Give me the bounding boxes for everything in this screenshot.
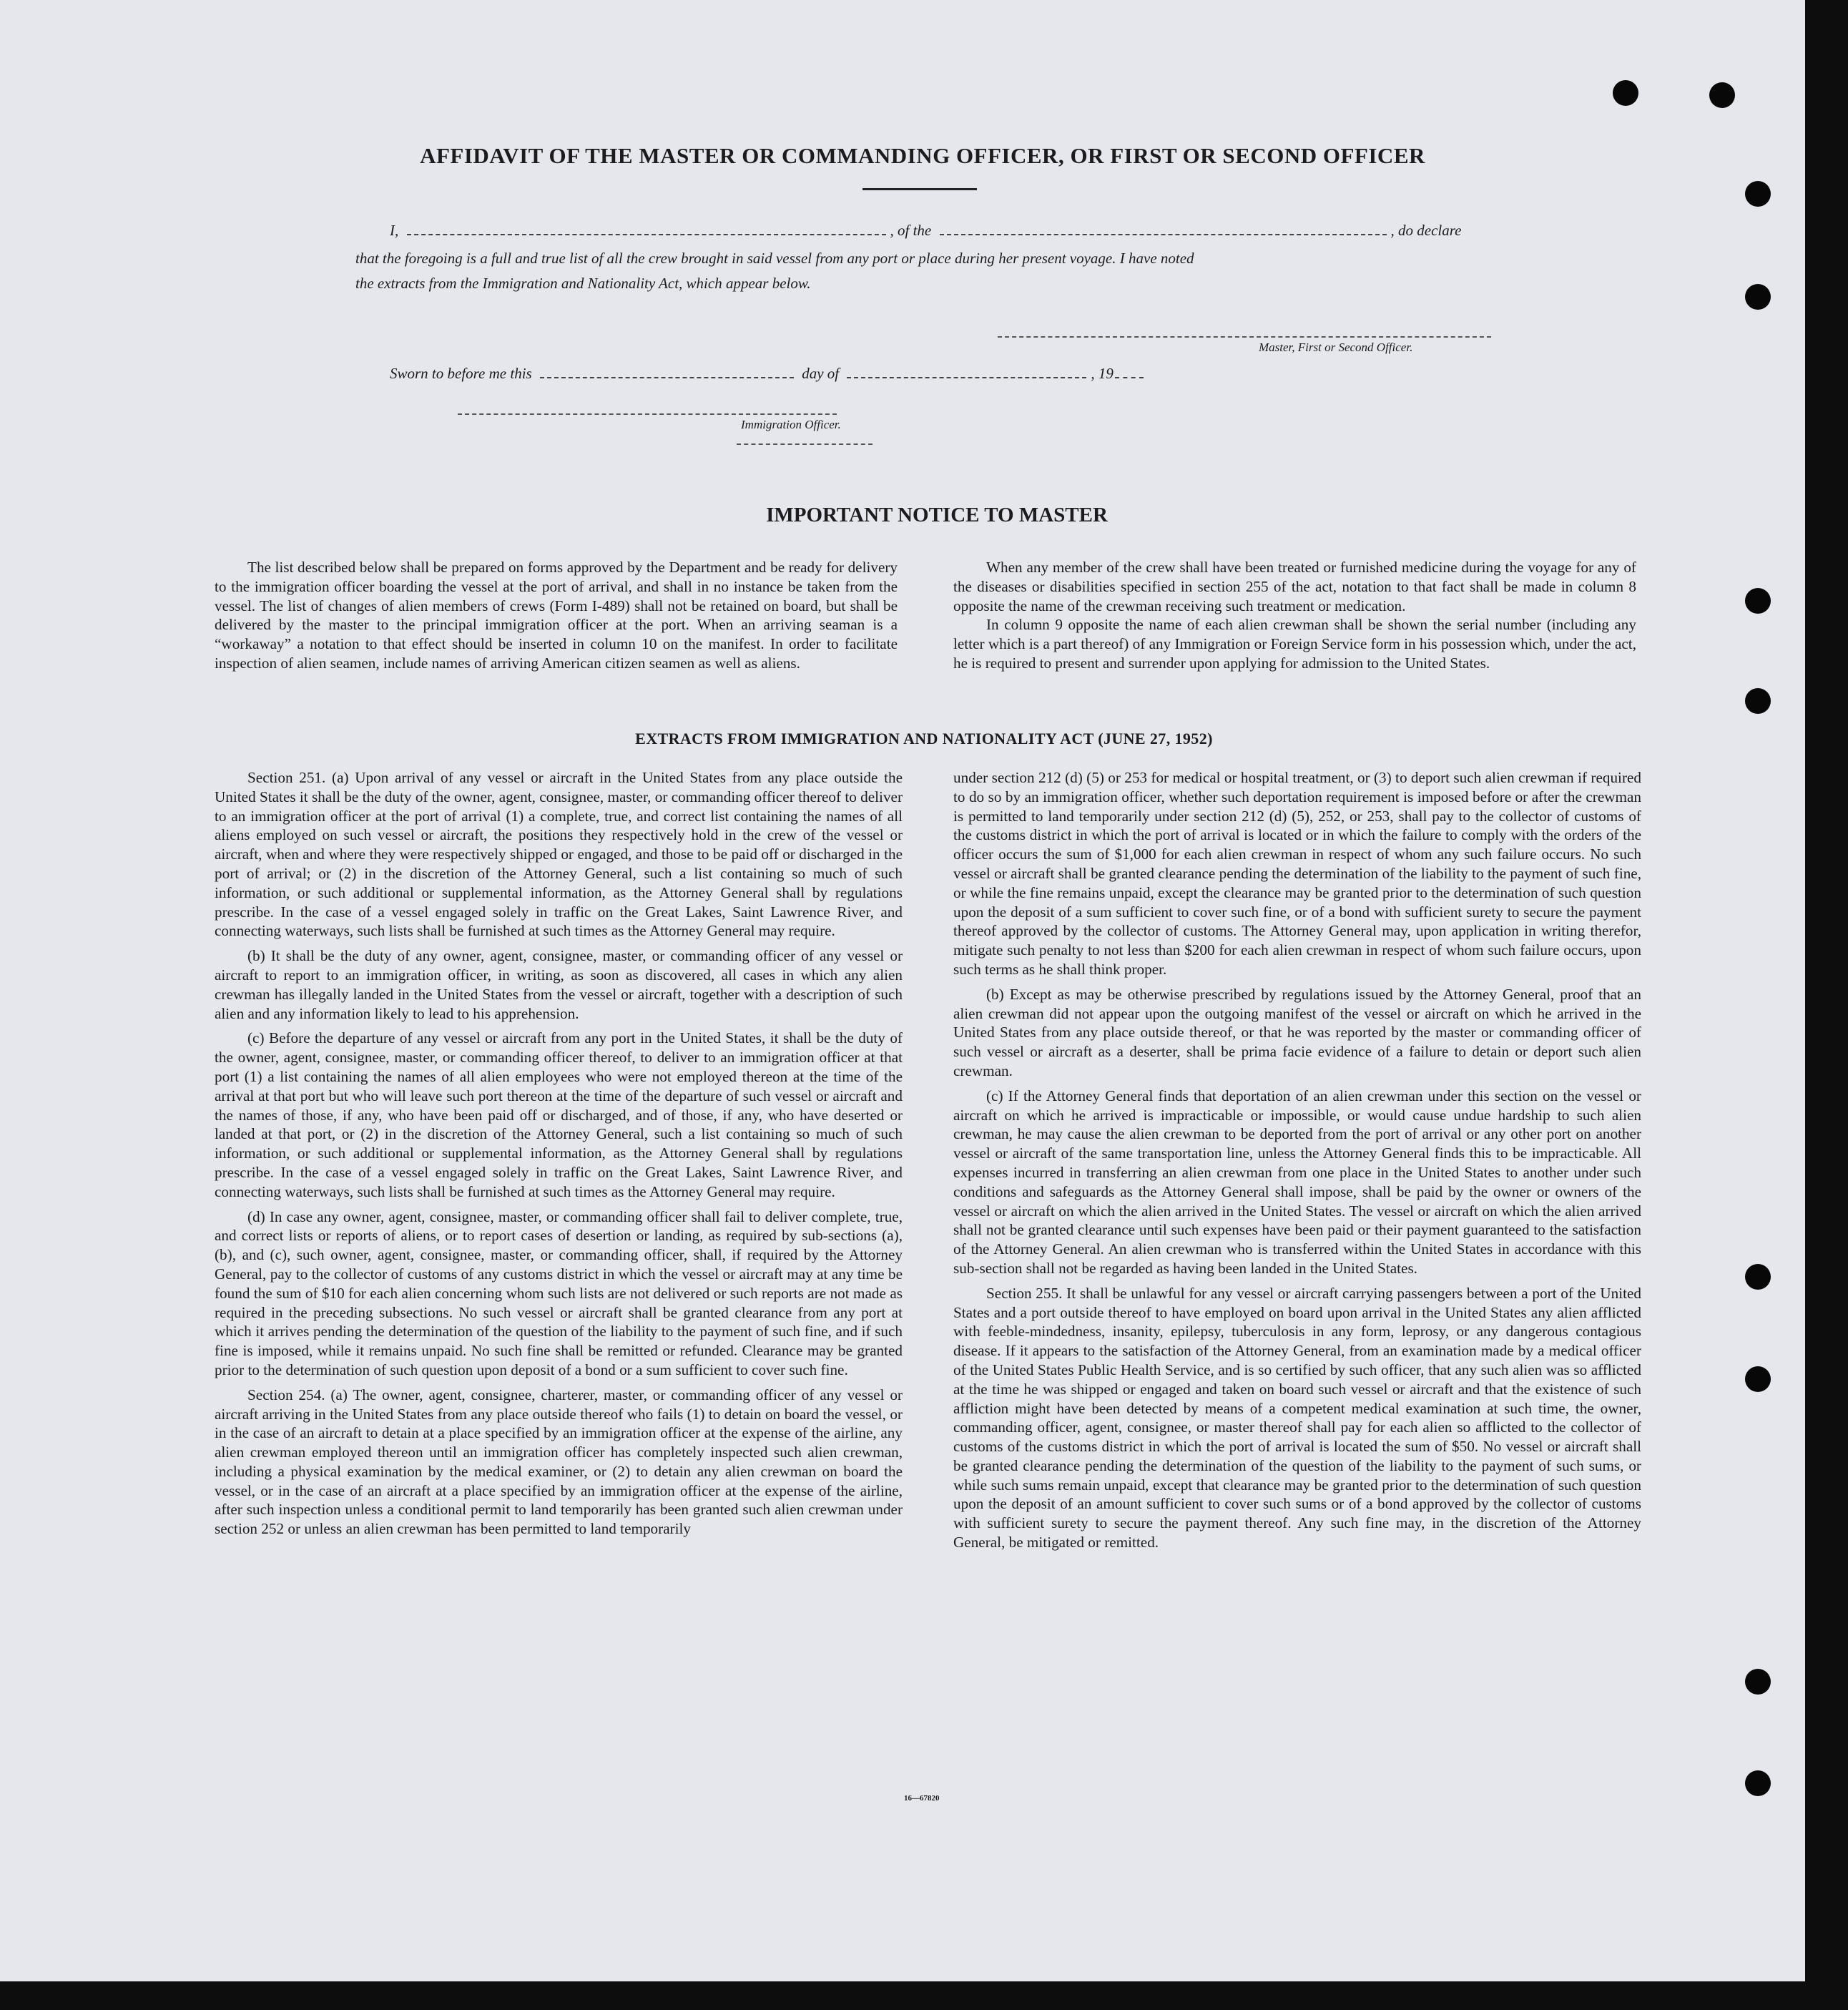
scan-border-right [1805,0,1848,2010]
notice-paragraph: The list described below shall be prepared on forms approved by the Department and be ready for delivery to the immigration officer boarding the vessel at the port of arrival, and shall in no instance be taken from the vessel. The list of changes of alien members of crews (Form I-489) shall not be retained on board, but shall be delivered by the master to the principal immigration officer at the port. When an arriving seaman is a “workaway” a notation to that effect should be inserted in column 10 on the manifest. In order to facilitate inspection of alien seamen, include names of arriving American citizen seamen as well as aliens. [215,559,898,672]
punch-hole-icon [1745,1264,1771,1290]
notice-title: IMPORTANT NOTICE TO MASTER [766,504,1108,526]
master-signature-field[interactable] [998,336,1491,338]
punch-hole-icon [1745,1366,1771,1392]
sworn-label: Sworn to before me this [390,365,532,382]
notice-paragraph: When any member of the crew shall have been treated or furnished medicine during the voyage for any of the diseases or disabilities specified in section 255 of the act, notation to that fact shall be made in column 8 opposite the name of the crewman receiving such treatment or medication. [953,559,1636,614]
punch-hole-icon [1613,80,1638,106]
sworn-year-field[interactable] [1115,377,1144,378]
title-divider [862,188,977,190]
notice-left-column [215,558,898,673]
statute-paragraph: (c) Before the departure of any vessel or aircraft from any port in the United States, it shall be the duty of the owner, agent, consignee, master, or commanding officer thereof, to deliver to an immigration officer at that port (1) a list containing the names of all alien employees who were not employed thereon at the time of the arrival at that port but who will leave such port thereon at the time of the departure of such vessel or aircraft and the names of those, if any, who have been paid off or discharged, and of those, if any, who have deserted or landed at that port, or (2) in the discretion of the Attorney General, such a list containing so much of such information, or such additional or supplemental information, as the Attorney General shall by regulations prescribe. In the case of a vessel engaged solely in traffic on the Great Lakes, Saint Lawrence River, and connecting waterways, such lists shall be furnished at such times as the Attorney General may require. [215,1029,903,1200]
officer-signature-caption: Immigration Officer. [741,418,841,431]
extracts-left-column [215,768,903,1544]
declarant-prefix: I, [390,222,399,239]
punch-hole-icon [1745,688,1771,714]
affidavit-statement-line: that the foregoing is a full and true list of all the crew brought in said vessel from any port or place during her present voyage. I have noted [355,250,1194,267]
statute-paragraph: (c) If the Attorney General finds that deportation of an alien crewman under this section on the vessel or aircraft on which he arrived is impracticable or impossible, or would cause undue hardship to such alien crewman, he may cause the alien crewman to be deported from the port of arrival or any other port on another vessel or aircraft of the same transportation line, unless the Attorney General finds this to be impracticable. All expenses incurred in transferring an alien crewman from one place in the United States to another under such conditions and safeguards as the Attorney General shall impose, shall be paid by the owner or owners of the vessel or aircraft on which the alien arrived in the United States. The vessel or aircraft on which the alien arrived shall not be granted clearance until such expenses have been paid or their payment guaranteed to the satisfaction of the Attorney General. An alien crewman who is transferred within the United States in accordance with this sub-section shall not be regarded as having been landed in the United States. [953,1087,1641,1277]
scan-border-bottom [0,1981,1848,2010]
affidavit-declaration-line [390,222,1461,240]
punch-hole-icon [1745,181,1771,207]
sworn-day-field[interactable] [540,377,794,378]
extracts-right-column [953,768,1641,1558]
punch-hole-icon [1745,1669,1771,1695]
extracts-title: EXTRACTS FROM IMMIGRATION AND NATIONALITY ACT (JUNE 27, 1952) [635,730,1213,747]
day-of-label: day of [802,365,840,382]
master-signature-caption: Master, First or Second Officer. [1259,340,1413,354]
vessel-name-field[interactable] [940,234,1387,235]
statute-paragraph: (b) It shall be the duty of any owner, agent, consignee, master, or commanding officer of any vessel or aircraft to report to an immigration officer, in writing, as soon as discovered, all cases in which any alien crewman has illegally landed in the United States from the vessel or aircraft, together with a description of such alien and any information likely to lead to his apprehension. [215,947,903,1022]
punch-hole-icon [1709,82,1735,108]
officer-caption-underline [737,443,873,445]
sworn-month-field[interactable] [847,377,1086,378]
punch-hole-icon [1745,1770,1771,1796]
do-declare-label: , do declare [1390,222,1462,239]
of-the-label: , of the [890,222,932,239]
declarant-name-field[interactable] [407,234,886,235]
statute-paragraph: Section 255. It shall be unlawful for any vessel or aircraft carrying passengers between a port of the United States and a port outside thereof to have employed on board upon arrival in the United States any alien afflicted with feeble-mindedness, insanity, epilepsy, tuberculosis in any form, leprosy, or any dangerous contagious disease. If it appears to the satisfaction of the Attorney General, from an examination made by a medical officer of the United States Public Health Service, and is so certified by such officer, that any such alien was so afflicted at the time he was shipped or engaged and taken on board such vessel or aircraft and that the existence of such affliction might have been detected by means of a competent medical examination at such time, the owner, commanding officer, agent, consignee, or master thereof shall pay for each alien so afflicted to the collector of customs of the customs district in which the port of arrival is located the sum of $50. No vessel or aircraft shall be granted clearance pending the determination of the question of the liability to the payment of such sums, or while such sums remain unpaid, except that clearance may be granted prior to the determination of such question upon the deposit of an amount sufficient to cover such sums or of a bond approved by the collector of customs with sufficient surety to secure the payment thereof. Any such fine may, in the discretion of the Attorney General, be mitigated or remitted. [953,1284,1641,1551]
statute-paragraph: Section 254. (a) The owner, agent, consignee, charterer, master, or commanding officer of any vessel or aircraft arriving in the United States from any place outside thereof who fails (1) to detain on board the vessel, or in the case of an aircraft to detain at a place specified by an immigration officer at the expense of the airline, any alien crewman employed thereon until an immigration officer has completely inspected such alien crewman, including a physical examination by the medical examiner, or (2) to detain any alien crewman on board the vessel, or in the case of an aircraft at a place specified by an immigration officer at the expense of the airline, after such inspection unless a conditional permit to land temporarily has been granted such alien crewman under section 252 or unless an alien crewman has been permitted to land temporarily [215,1386,903,1538]
sworn-line [390,365,1148,383]
affidavit-title: AFFIDAVIT OF THE MASTER OR COMMANDING OFFICER, OR FIRST OR SECOND OFFICER [420,143,1425,168]
form-number: 16—67820 [904,1794,940,1803]
year-label: , 19 [1091,365,1114,382]
punch-hole-icon [1745,588,1771,614]
statute-paragraph: (b) Except as may be otherwise prescribed by regulations issued by the Attorney General, proof that an alien crewman did not appear upon the outgoing manifest of the vessel or aircraft on which he arrived in the United States from any place outside thereof, or that he was reported by the master or commanding officer of such vessel or aircraft as a deserter, shall be prima facie evidence of a failure to detain or deport such alien crewman. [953,985,1641,1079]
punch-hole-icon [1745,284,1771,310]
statute-paragraph: (d) In case any owner, agent, consignee, master, or commanding officer shall fail to deliver complete, true, and correct lists or reports of aliens, or to report cases of desertion or landing, as required by sub-sections (a), (b), and (c), such owner, agent, consignee, master, or commanding officer, shall, if required by the Attorney General, pay to the collector of customs of any customs district in which the vessel or aircraft may at any time be found the sum of $10 for each alien concerning whom such lists are not delivered or such reports are not made as required in the preceding subsections. No such vessel or aircraft shall be granted clearance from any port at which it arrives pending the determination of the question of the liability to the payment of such fine, and if such fine is imposed, while it remains unpaid. No such fine shall be remitted or refunded. Clearance may be granted prior to the determination of such question upon deposit of a bond or a sum sufficient to cover such fine. [215,1207,903,1378]
statute-paragraph: under section 212 (d) (5) or 253 for medical or hospital treatment, or (3) to deport such alien crewman if required to do so by an immigration officer, whether such deportation requirement is imposed before or after the crewman is permitted to land temporarily under section 212 (d) (5), 252, or 253, shall pay to the collector of customs of the customs district in which the port of arrival is located or in which the failure to comply with the orders of the officer occurs the sum of $1,000 for each alien crewman in respect of whom any such failure occurs. No such vessel or aircraft shall be granted clearance pending the determination of the liability to the payment of such fine, or while the fine remains unpaid, except the clearance may be granted prior to the determination of such question upon the deposit of a sum sufficient to cover such fine, or of a bond with sufficient surety to secure the payment thereof approved by the collector of customs. The Attorney General may, upon application in writing therefor, mitigate such penalty to not less than $200 for each alien crewman in respect of whom such failure occurs, upon such terms as he shall think proper. [953,769,1641,978]
statute-paragraph: Section 251. (a) Upon arrival of any vessel or aircraft in the United States from any place outside the United States it shall be the duty of the owner, agent, consignee, master, or commanding officer thereof to deliver to an immigration officer at the port of arrival (1) a complete, true, and correct list containing the names of all aliens employed on such vessel or aircraft, the positions they respectively hold in the crew of the vessel or aircraft, when and where they were respectively shipped or engaged, and those to be paid off or discharged in the port of arrival; or (2) in the discretion of the Attorney General, such a list containing so much of such information, or such additional or supplemental information, as the Attorney General shall by regulations prescribe. In the case of a vessel engaged solely in traffic on the Great Lakes, Saint Lawrence River, and connecting waterways, such lists shall be furnished at such times as the Attorney General may require. [215,769,903,940]
notice-right-column [953,558,1636,673]
notice-paragraph: In column 9 opposite the name of each alien crewman shall be shown the serial number (including any letter which is a part thereof) of any Immigration or Foreign Service form in his possession which, under the act, he is required to present and surrender upon applying for admission to the United States. [953,616,1636,672]
affidavit-statement-line: the extracts from the Immigration and Nationality Act, which appear below. [355,275,811,292]
officer-signature-field[interactable] [458,413,837,415]
